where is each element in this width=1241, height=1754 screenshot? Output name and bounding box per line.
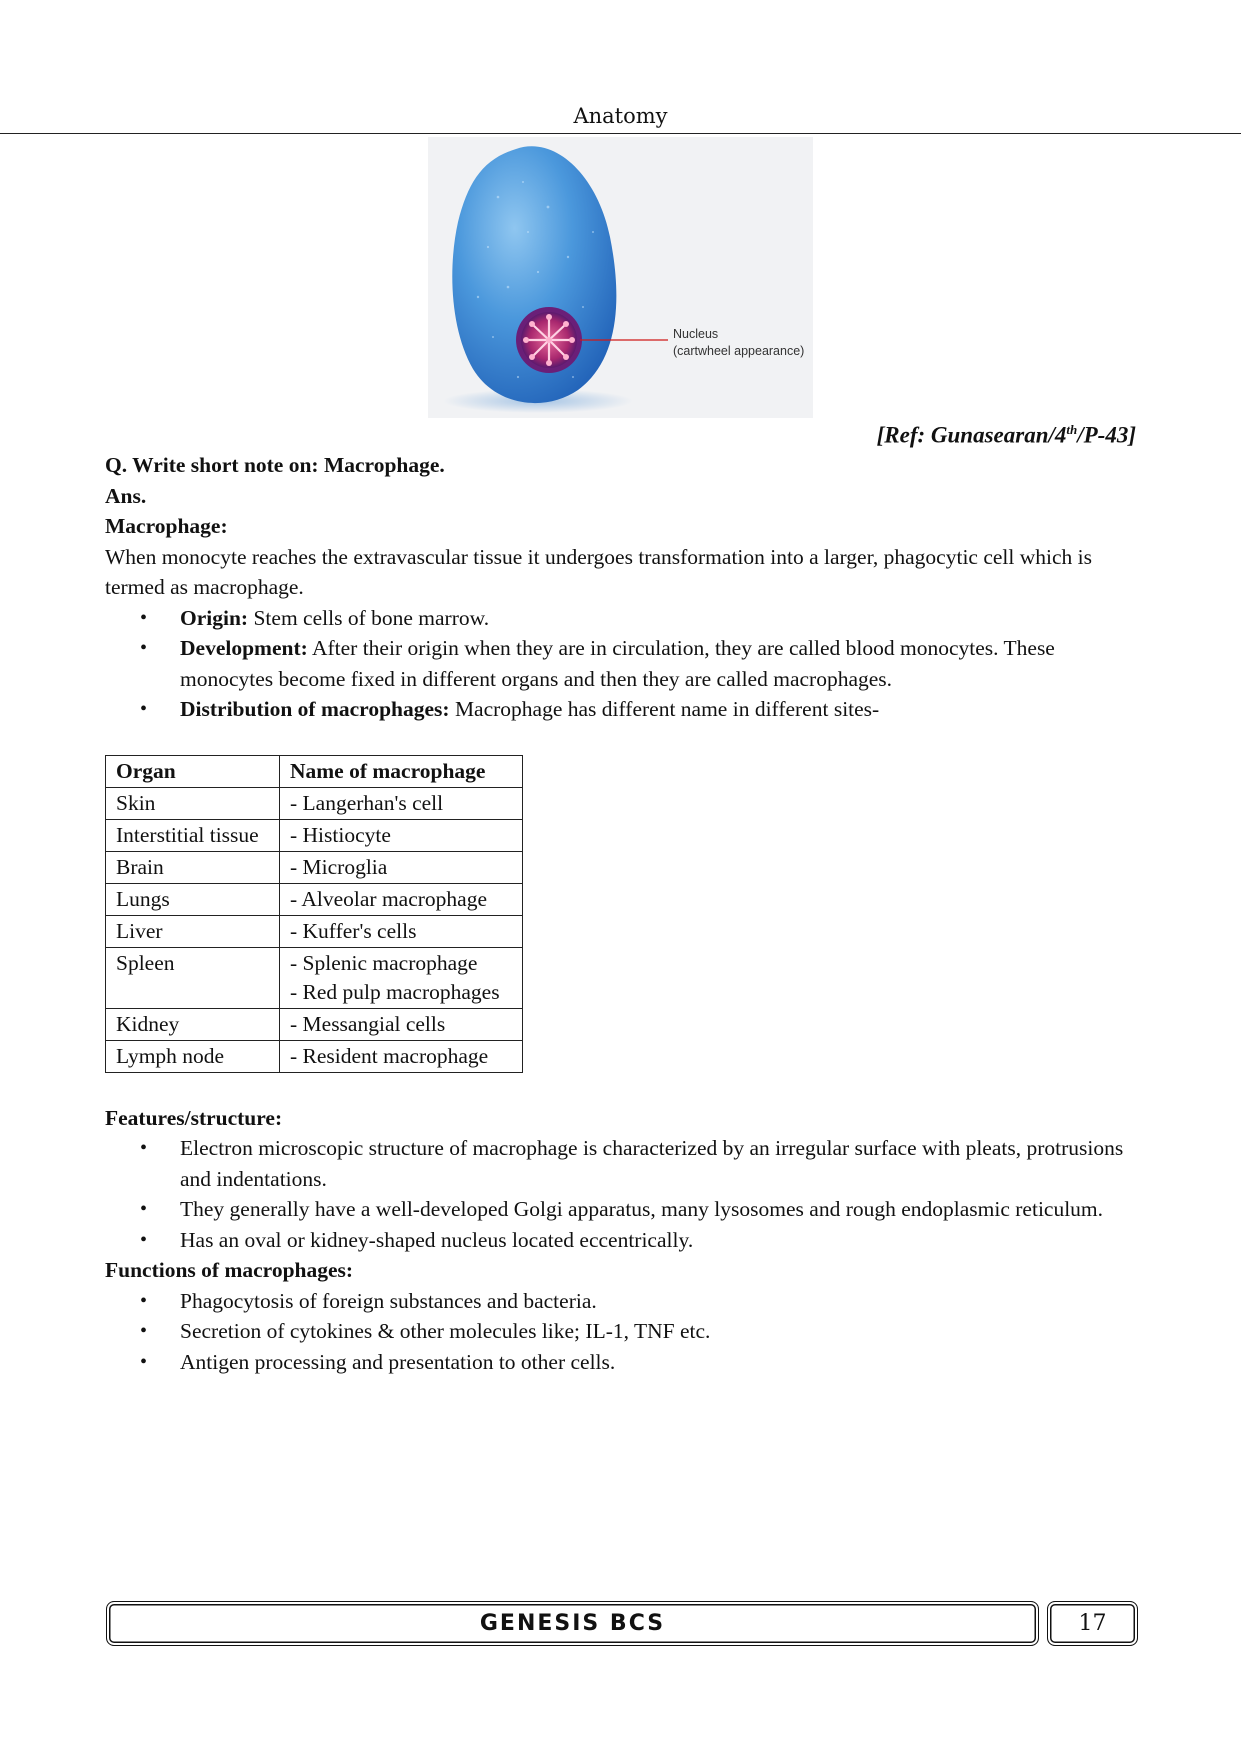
table-row: Brain - Microglia xyxy=(106,851,523,883)
list-item: • Phagocytosis of foreign substances and bacteria. xyxy=(180,1286,1135,1317)
main-content xyxy=(105,450,1135,1377)
table-header-name: Name of macrophage xyxy=(280,755,523,787)
list-item: • Electron microscopic structure of macrophage is characterized by an irregular surface with pleats, protrusions and indentations. xyxy=(180,1133,1135,1194)
footer-brand-bar xyxy=(106,1601,1039,1646)
table-row: Kidney - Messangial cells xyxy=(106,1008,523,1040)
table-row: Lungs - Alveolar macrophage xyxy=(106,883,523,915)
nucleus-sublabel: (cartwheel appearance) xyxy=(673,344,805,358)
bullet-distribution: • Distribution of macrophages: Macrophage has different name in different sites- xyxy=(180,694,1135,725)
functions-list xyxy=(105,1286,1135,1378)
features-heading: Features/structure: xyxy=(105,1105,283,1130)
list-item: • Secretion of cytokines & other molecules like; IL-1, TNF etc. xyxy=(180,1316,1135,1347)
table-row: Interstitial tissue - Histiocyte xyxy=(106,819,523,851)
list-item: • Antigen processing and presentation to other cells. xyxy=(180,1347,1135,1378)
answer-label: Ans. xyxy=(105,483,147,508)
features-list xyxy=(105,1133,1135,1255)
nucleus-label: Nucleus xyxy=(673,327,719,341)
list-item: • They generally have a well-developed Golgi apparatus, many lysosomes and rough endoplasmic reticulum. xyxy=(180,1194,1135,1225)
page-number: 17 xyxy=(1047,1601,1138,1646)
bullet-development: • Development: After their origin when they are in circulation, they are called blood monocytes. These monocytes become fixed in different organs and then they are called macrophages. xyxy=(180,633,1135,694)
table-row: Skin - Langerhan's cell xyxy=(106,787,523,819)
question-heading: Q. Write short note on: Macrophage. xyxy=(105,453,445,477)
table-header-organ: Organ xyxy=(106,755,280,787)
functions-heading: Functions of macrophages: xyxy=(105,1258,354,1282)
monocyte-illustration xyxy=(428,137,813,418)
bullet-origin: • Origin: Stem cells of bone marrow. xyxy=(180,603,1135,634)
macrophage-heading: Macrophage: xyxy=(105,514,228,538)
list-item: • Has an oval or kidney-shaped nucleus located eccentrically. xyxy=(180,1225,1135,1256)
reference-citation: [Ref: Gunasearan/4th/P-43] xyxy=(876,422,1136,448)
page-header-title: Anatomy xyxy=(573,104,668,128)
table-row: Lymph node - Resident macrophage xyxy=(106,1040,523,1072)
header-rule xyxy=(0,133,1241,134)
table-row: Liver - Kuffer's cells xyxy=(106,915,523,947)
table-row: Spleen - Splenic macrophage - Red pulp macrophages xyxy=(106,947,523,1008)
table-header-row xyxy=(106,755,523,787)
macrophage-distribution-table xyxy=(105,755,523,1073)
macrophage-bullets xyxy=(105,603,1135,725)
macrophage-intro: When monocyte reaches the extravascular tissue it undergoes transformation into a larger, phagocytic cell which is termed as macrophage. xyxy=(105,544,1093,599)
footer-brand: GENESIS BCS xyxy=(479,1611,666,1636)
